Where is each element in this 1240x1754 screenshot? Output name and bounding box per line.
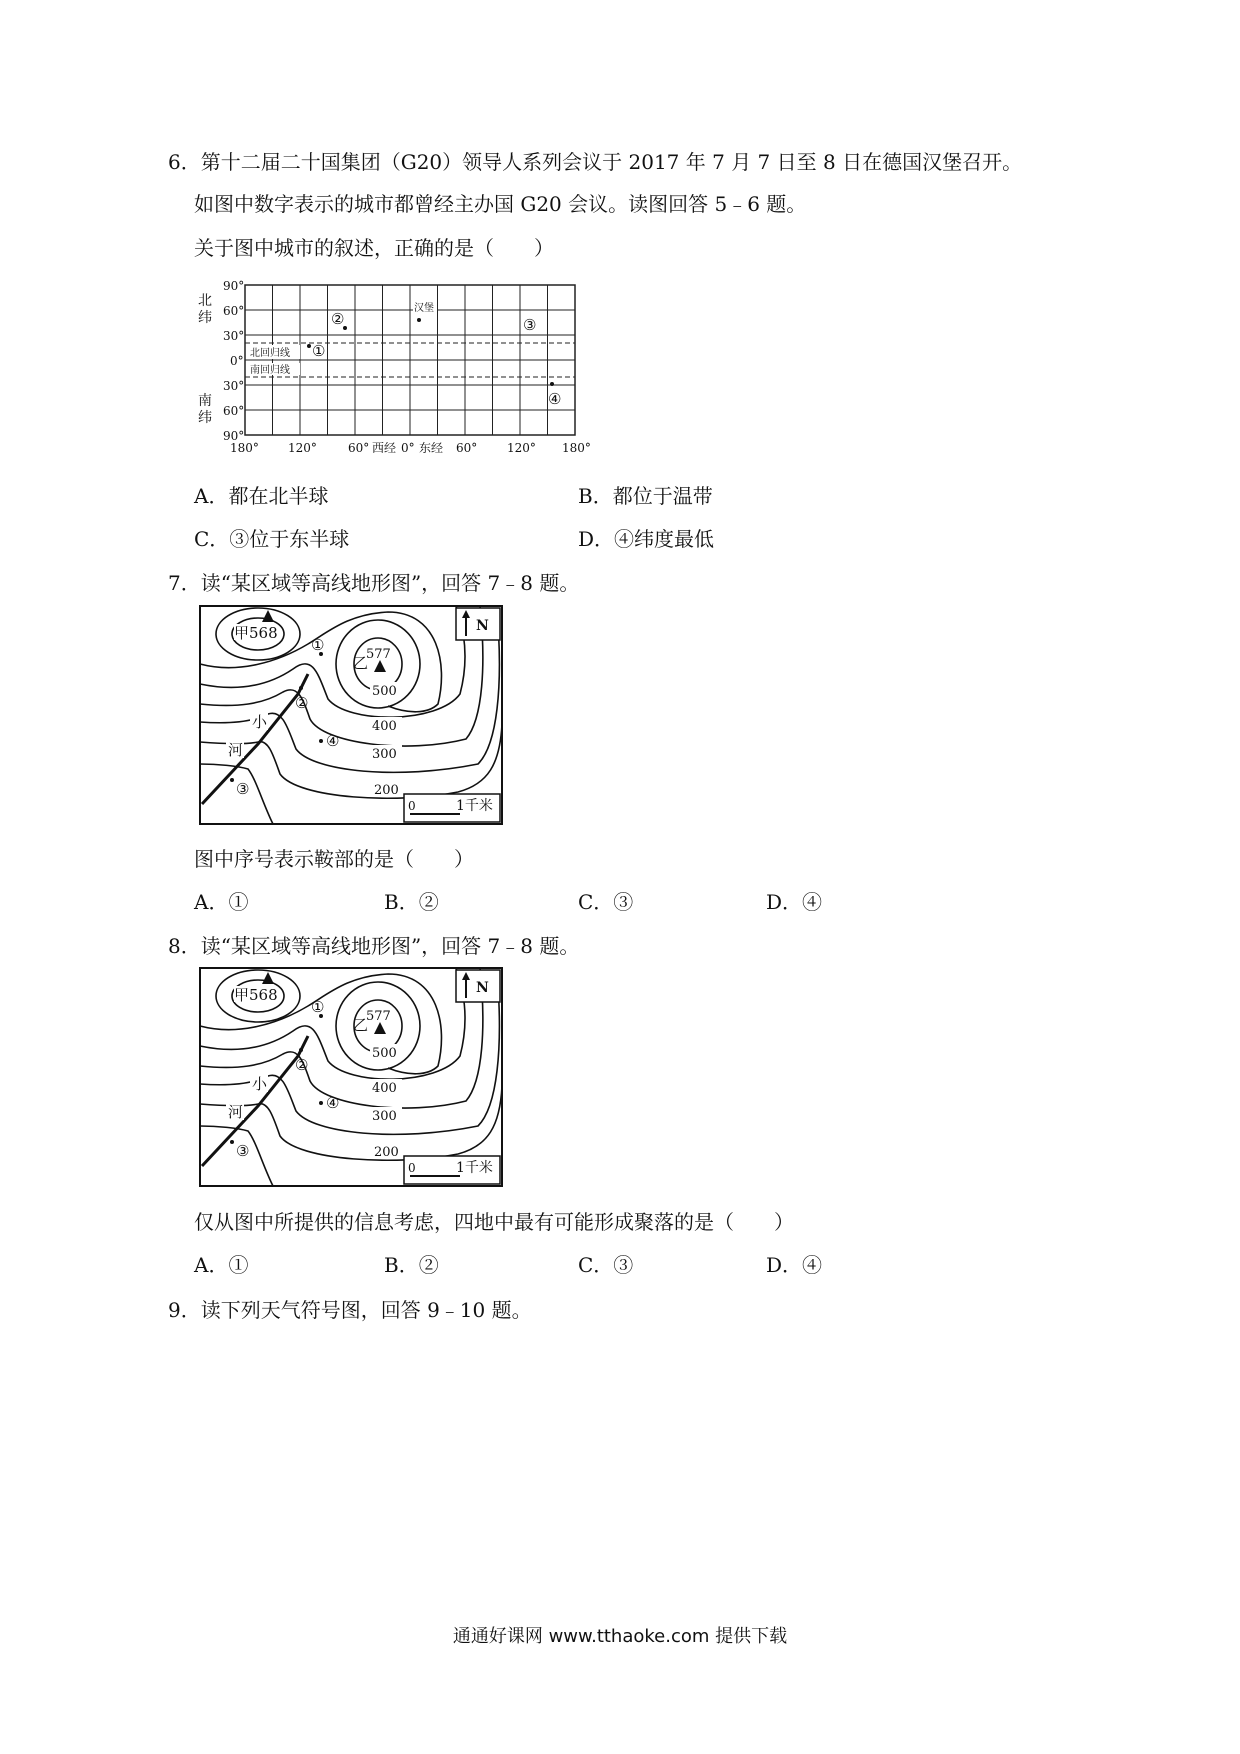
q6-stem-1: 6．第十二届二十国集团（G20）领导人系列会议于 2017 年 7 月 7 日至 8 日在德国汉堡召开。 [168, 150, 1023, 174]
q8-question: 仅从图中所提供的信息考虑，四地中最有可能形成聚落的是（ ） [194, 1210, 794, 1234]
lon-tick: 60° [456, 441, 478, 455]
lat-tick: 30° [223, 379, 245, 393]
scale-label: 0 [408, 799, 416, 813]
lat-tick: 90° [223, 429, 245, 443]
contour-label: 500 [372, 1046, 397, 1061]
latitude-longitude-grid-figure [190, 272, 600, 460]
city-label-3: ③ [523, 316, 537, 334]
q8-stem: 8．读“某区域等高线地形图”，回答 7﹣8 题。 [168, 934, 580, 958]
north-label: N [476, 618, 489, 634]
contour-map-figure-q7 [198, 604, 506, 826]
point-label-2: ② [295, 694, 309, 712]
q6-stem-2: 如图中数字表示的城市都曾经主办国 G20 会议。读图回答 5﹣6 题。 [194, 192, 807, 216]
contour-label: 400 [372, 719, 397, 734]
lat-tick: 90° [223, 279, 245, 293]
lat-tick: 60° [223, 304, 245, 318]
city-point-4 [550, 382, 554, 386]
lon-tick: 120° [288, 441, 317, 455]
q8-option-a[interactable]: A．① [194, 1253, 249, 1277]
q7-option-c[interactable]: C．③ [578, 890, 634, 914]
contour-label: 500 [372, 684, 397, 699]
lon-tick: 西经 [372, 441, 397, 455]
lat-north-label-2: 纬 [198, 310, 212, 326]
contour-label: 300 [372, 747, 397, 762]
lon-tick: 180° [562, 441, 591, 455]
contour-label: 200 [374, 783, 399, 798]
scale-label: 1千米 [456, 1160, 493, 1176]
q7-option-a[interactable]: A．① [194, 890, 249, 914]
tropic-of-capricorn-label: 南回归线 [250, 365, 290, 376]
grid-lines [245, 285, 575, 435]
page-footer: 通通好课网 www.tthaoke.com 提供下载 [452, 1626, 788, 1647]
point-label-1: ① [311, 636, 325, 654]
q7-option-b[interactable]: B．② [384, 890, 439, 914]
q6-stem-3: 关于图中城市的叙述，正确的是（ ） [194, 236, 554, 260]
point-label-2: ② [295, 1056, 309, 1074]
q7-option-d[interactable]: D．④ [766, 890, 823, 914]
lat-tick: 60° [223, 404, 245, 418]
q6-option-a[interactable]: A．都在北半球 [194, 484, 329, 508]
contour-label: 200 [374, 1145, 399, 1160]
q6-option-c[interactable]: C．③位于东半球 [194, 527, 350, 551]
tropic-of-cancer-label: 北回归线 [250, 348, 290, 359]
lat-north-label: 北 [198, 293, 212, 309]
hamburg-point [417, 318, 421, 322]
city-point-1 [307, 344, 311, 348]
peak-b-label: 乙 [353, 1016, 369, 1034]
hamburg-label: 汉堡 [414, 303, 434, 314]
peak-a-label: 甲568 [234, 986, 278, 1004]
q8-option-d[interactable]: D．④ [766, 1253, 823, 1277]
point-label-1: ① [311, 998, 325, 1016]
q7-question: 图中序号表示鞍部的是（ ） [194, 847, 474, 871]
river-label: 小 [252, 713, 268, 731]
contour-label: 300 [372, 1109, 397, 1124]
q6-option-d[interactable]: D．④纬度最低 [578, 527, 715, 551]
lat-south-label: 南 [198, 393, 212, 409]
lon-tick: 东经 [419, 441, 444, 455]
contour-label: 400 [372, 1081, 397, 1096]
lon-tick: 0° [401, 441, 415, 455]
peak-b-value: 577 [366, 647, 391, 662]
point-label-3: ③ [236, 780, 250, 798]
peak-a-label: 甲568 [234, 624, 278, 642]
lat-south-label-2: 纬 [198, 410, 212, 426]
contour-map-figure-q8 [198, 966, 506, 1188]
q7-stem: 7．读“某区域等高线地形图”，回答 7﹣8 题。 [168, 571, 580, 595]
q8-option-c[interactable]: C．③ [578, 1253, 634, 1277]
q8-option-b[interactable]: B．② [384, 1253, 439, 1277]
lat-tick: 30° [223, 329, 245, 343]
river-label: 河 [228, 741, 244, 759]
scale-label: 1千米 [456, 798, 493, 814]
north-label: N [476, 980, 489, 996]
lon-tick: 180° [230, 441, 259, 455]
q9-stem: 9．读下列天气符号图，回答 9﹣10 题。 [168, 1298, 532, 1322]
point-label-3: ③ [236, 1142, 250, 1160]
city-label-4: ④ [548, 390, 562, 408]
peak-b-label: 乙 [353, 654, 369, 672]
lon-tick: 60° [348, 441, 370, 455]
lat-tick: 0° [230, 354, 244, 368]
scale-label: 0 [408, 1161, 416, 1175]
lon-tick: 120° [507, 441, 536, 455]
point-label-4: ④ [326, 1094, 340, 1112]
river-label: 小 [252, 1075, 268, 1093]
city-label-1: ① [312, 342, 326, 360]
point-label-4: ④ [326, 732, 340, 750]
city-label-2: ② [331, 310, 345, 328]
q6-option-b[interactable]: B．都位于温带 [578, 484, 713, 508]
river-label: 河 [228, 1103, 244, 1121]
peak-b-value: 577 [366, 1009, 391, 1024]
